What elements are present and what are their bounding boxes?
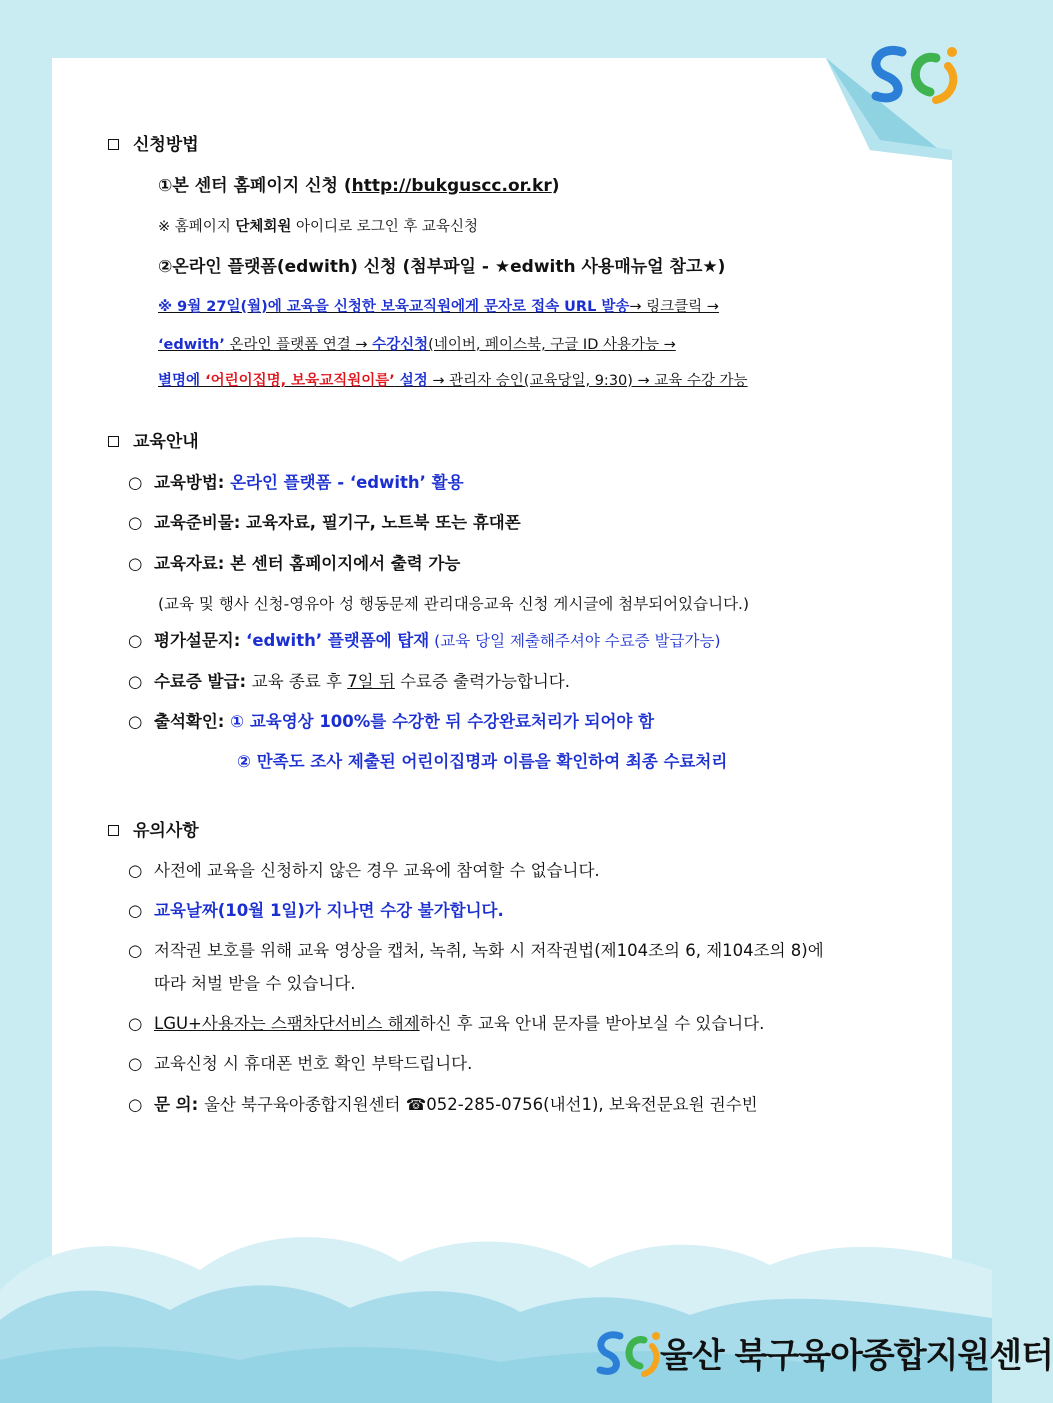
caution-item-6-contact: ○ 문 의: 울산 북구육아종합지원센터 ☎052-285-0756(내선1), 보육전문요원 권수빈 bbox=[128, 1095, 758, 1114]
apply-note-1: ※ 홈페이지 단체회원 아이디로 로그인 후 교육신청 bbox=[158, 219, 478, 235]
guide-material-note: (교육 및 행사 신청-영유아 성 행동문제 관리대응교육 신청 게시글에 첨부되어있습니다.) bbox=[158, 595, 750, 613]
caution-item-3: ○ 저작권 보호를 위해 교육 영상을 캡처, 녹취, 녹화 시 저작권법(제104조의 6, 제104조의 8)에 bbox=[128, 941, 824, 960]
caution-item-1: ○ 사전에 교육을 신청하지 않은 경우 교육에 참여할 수 없습니다. bbox=[128, 861, 600, 880]
apply-note-2-line2: ‘edwith’ 온라인 플랫폼 연결 → 수강신청(네이버, 페이스북, 구글 ID 사용가능 → bbox=[158, 337, 676, 353]
caution-item-2: ○ 교육날짜(10월 1일)가 지나면 수강 불가합니다. bbox=[128, 901, 504, 920]
checkbox-square-icon bbox=[108, 825, 119, 836]
caution-item-3-line2: 따라 처벌 받을 수 있습니다. bbox=[154, 974, 356, 993]
apply-step-2: ②온라인 플랫폼(edwith) 신청 (첨부파일 - ★edwith 사용매뉴얼 참고★) bbox=[158, 257, 726, 277]
guide-prep: ○ 교육준비물: 교육자료, 필기구, 노트북 또는 휴대폰 bbox=[128, 513, 521, 532]
guide-method: ○ 교육방법: 온라인 플랫폼 - ‘edwith’ 활용 bbox=[128, 473, 464, 492]
homepage-link[interactable]: http://bukguscc.or.kr bbox=[351, 176, 552, 196]
apply-note-2-line1: ※ 9월 27일(월)에 교육을 신청한 보육교직원에게 문자로 접속 URL 발송→ 링크클릭 → bbox=[158, 299, 719, 315]
checkbox-square-icon bbox=[108, 436, 119, 447]
guide-material: ○ 교육자료: 본 센터 홈페이지에서 출력 가능 bbox=[128, 554, 461, 573]
apply-note-2-line3: 별명에 ‘어린이집명, 보육교직원이름’ 설정 → 관리자 승인(교육당일, 9:30) → 교육 수강 가능 bbox=[158, 373, 748, 389]
guide-certificate: ○ 수료증 발급: 교육 종료 후 7일 뒤 수료증 출력가능합니다. bbox=[128, 672, 570, 691]
guide-attendance: ○ 출석확인: ① 교육영상 100%를 수강한 뒤 수강완료처리가 되어야 함 bbox=[128, 712, 655, 731]
caution-item-5: ○ 교육신청 시 휴대폰 번호 확인 부탁드립니다. bbox=[128, 1054, 473, 1073]
guide-attendance-2: ② 만족도 조사 제출된 어린이집명과 이름을 확인하여 최종 수료처리 bbox=[237, 752, 728, 771]
section-heading-caution: 유의사항 bbox=[108, 820, 199, 842]
checkbox-square-icon bbox=[108, 139, 119, 150]
section-heading-apply: 신청방법 bbox=[108, 134, 199, 156]
footer-org-name: 울산 북구육아종합지원센터 bbox=[660, 1336, 1053, 1376]
section-heading-guide: 교육안내 bbox=[108, 431, 199, 453]
guide-survey: ○ 평가설문지: ‘edwith’ 플랫폼에 탑재 (교육 당일 제출해주셔야 수료증 발급가능) bbox=[128, 631, 721, 650]
apply-step-1: ①본 센터 홈페이지 신청 (http://bukguscc.or.kr) bbox=[158, 176, 560, 196]
caution-item-4: ○ LGU+사용자는 스팸차단서비스 해제하신 후 교육 안내 문자를 받아보실 수 있습니다. bbox=[128, 1014, 765, 1033]
